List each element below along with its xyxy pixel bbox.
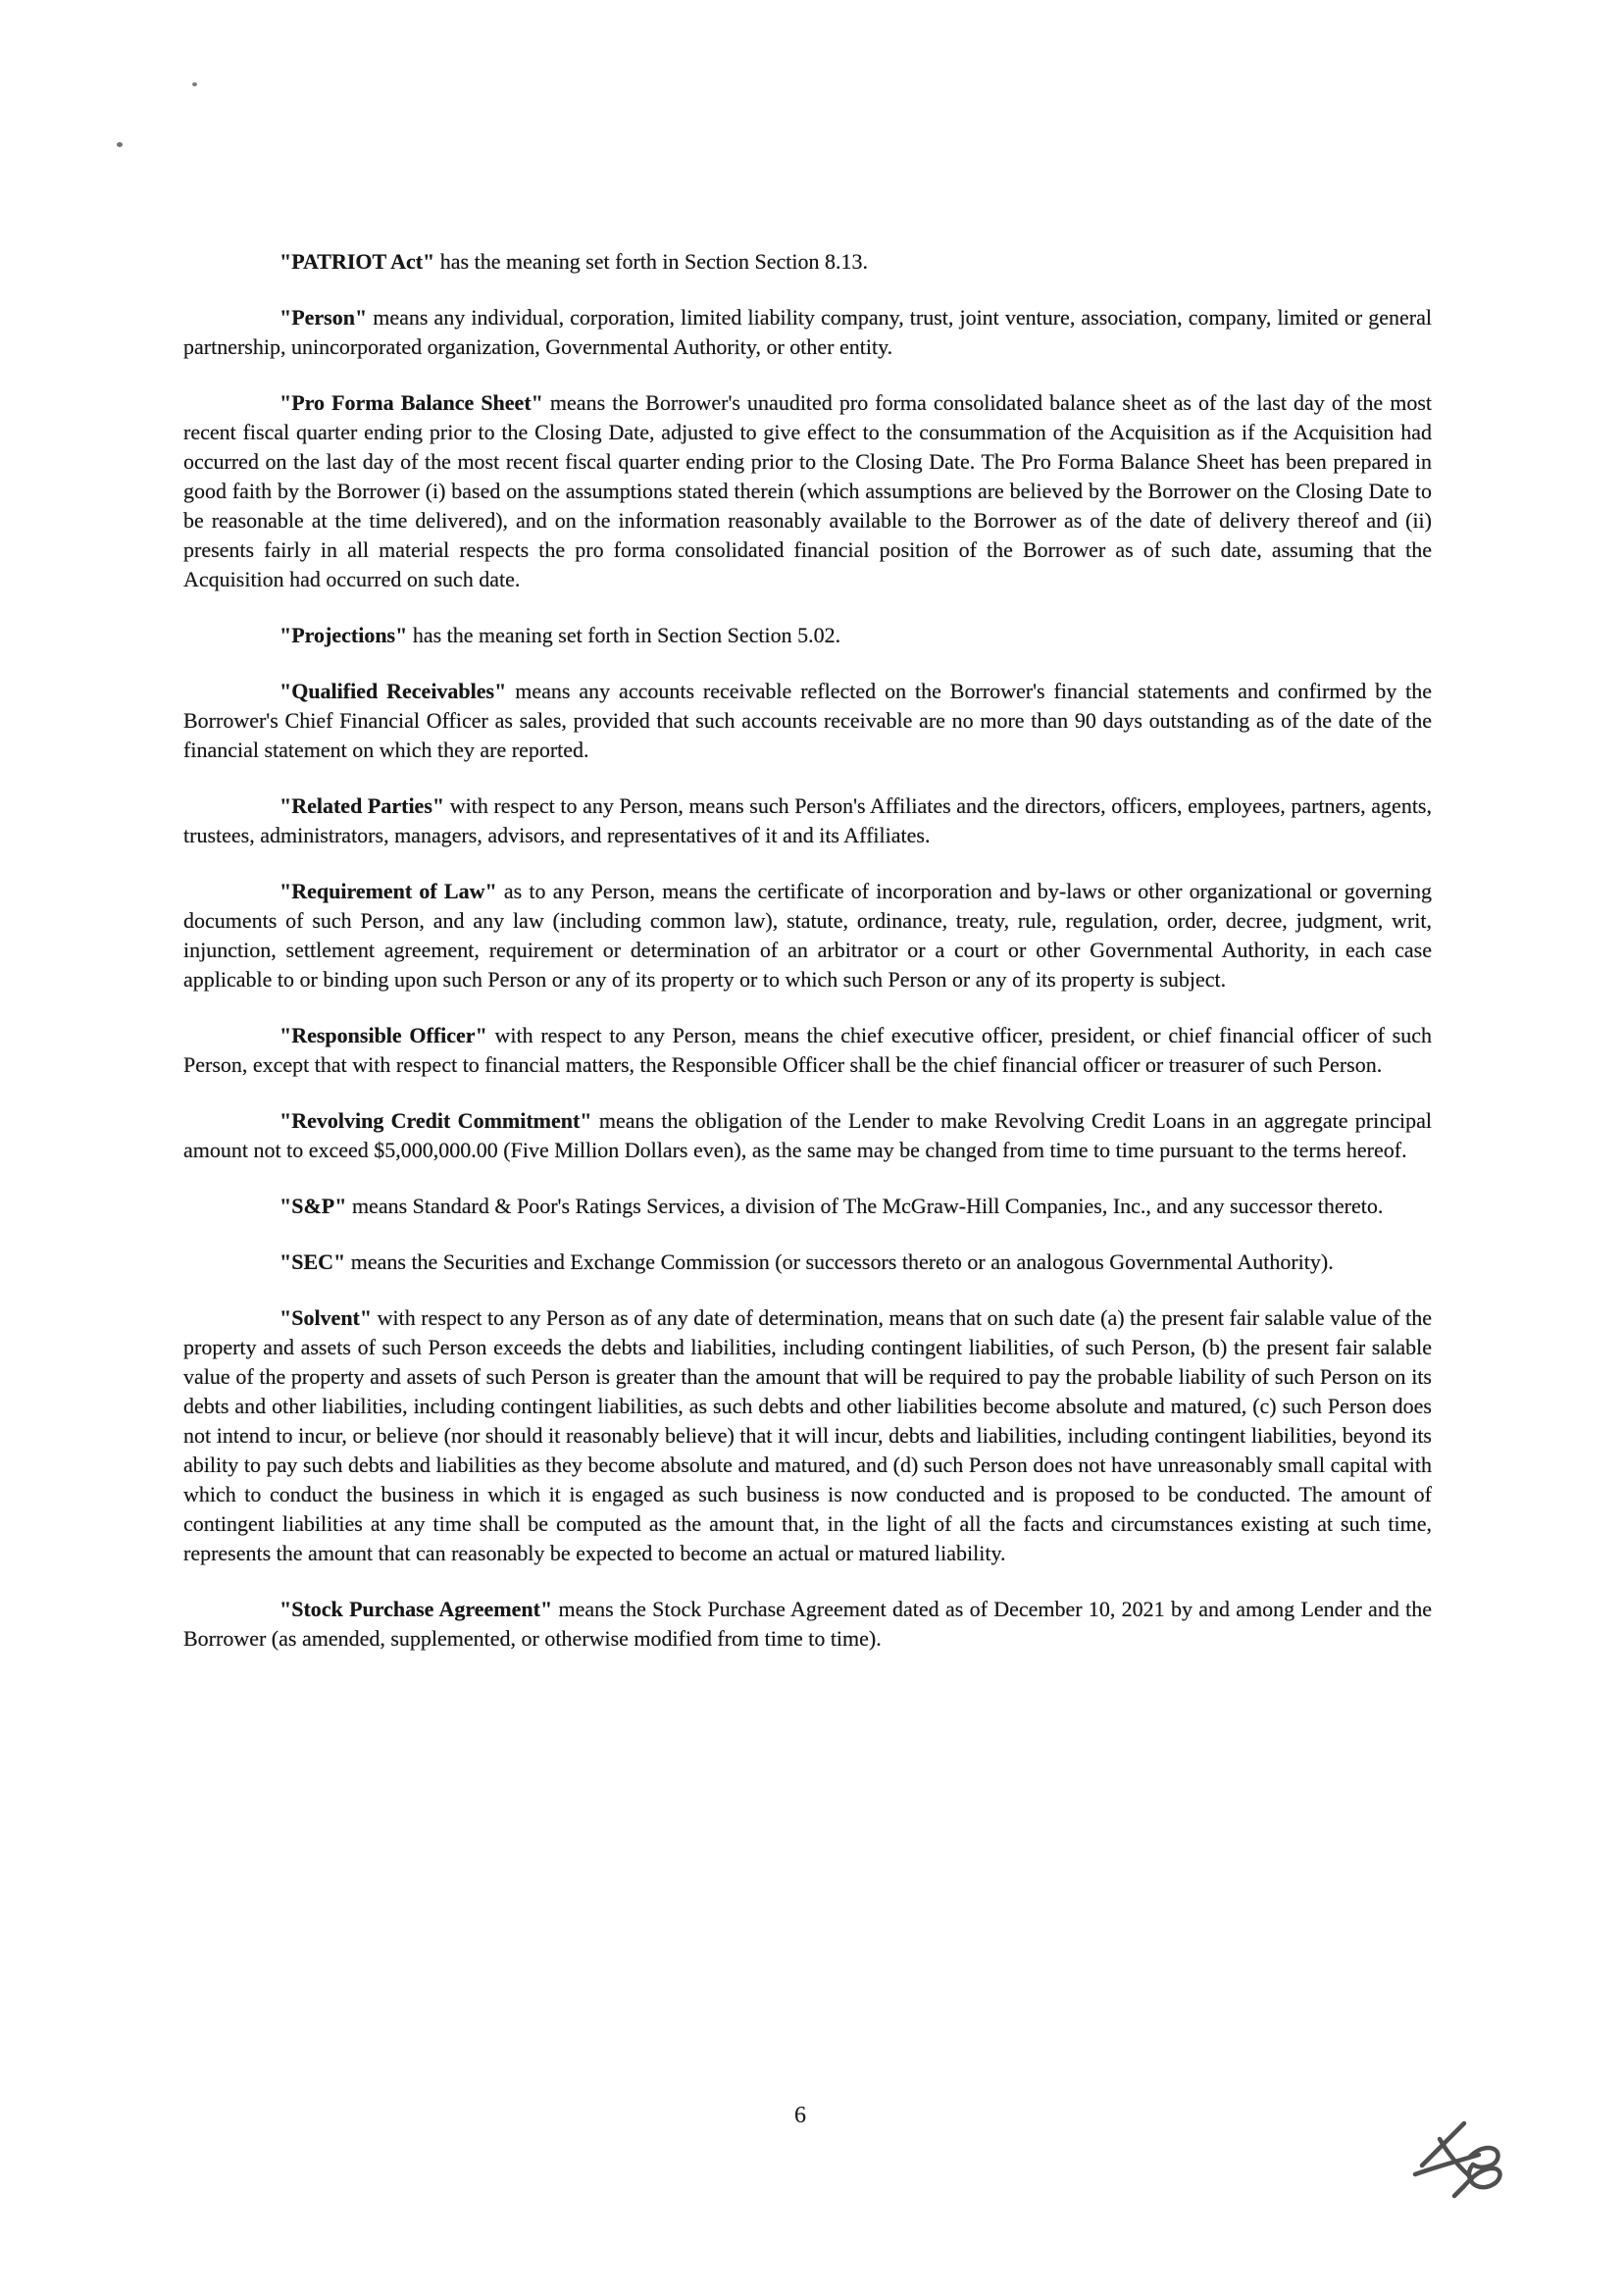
defined-term: "Revolving Credit Commitment" (279, 1108, 592, 1133)
definition-paragraph (183, 1248, 1432, 1277)
defined-term: "S&P" (279, 1194, 347, 1218)
definitions-text-block (183, 247, 1432, 1680)
defined-term: "PATRIOT Act" (279, 249, 435, 274)
definition-text: means the Securities and Exchange Commission (or successors thereto or an analogous Governmental Authority). (345, 1249, 1334, 1274)
defined-term: "Requirement of Law" (279, 879, 497, 903)
definition-paragraph (183, 677, 1432, 765)
definition-paragraph (183, 1595, 1432, 1654)
definition-paragraph (183, 877, 1432, 994)
page-number: 6 (794, 2103, 806, 2128)
definition-paragraph (183, 1106, 1432, 1165)
definition-paragraph (183, 621, 1432, 650)
definition-text: has the meaning set forth in Section Section 5.02. (407, 623, 841, 647)
defined-term: "Pro Forma Balance Sheet" (279, 390, 543, 415)
definition-text: means the Borrower's unaudited pro forma consolidated balance sheet as of the last day of the most recent fiscal quarter ending prior to the Closing Date, adjusted to give effect to the consummation of the Acquisition as if the Acquisition had occurred on the last day of the most recent fiscal quarter ending prior to the Closing Date. The Pro Forma Balance Sheet has been prepared in good faith by the Borrower (i) based on the assumptions stated therein (which assumptions are believed by the Borrower on the Closing Date to be reasonable at the time delivered), and on the information reasonably available to the Borrower as of the date of delivery thereof and (ii) presents fairly in all material respects the pro forma consolidated financial position of the Borrower as of such date, assuming that the Acquisition had occurred on such date. (183, 390, 1433, 591)
scan-speck (192, 82, 197, 86)
defined-term: "Stock Purchase Agreement" (279, 1597, 553, 1621)
definition-text: with respect to any Person as of any date of determination, means that on such date (a) the present fair salable value of the property and assets of such Person exceeds the debts and liabilities, including contingent liabilities, of such Person, (b) the present fair salable value of the property and assets of such Person is greater than the amount that will be required to pay the probable liability of such Person on its debts and other liabilities, including contingent liabilities, as such debts and other liabilities become absolute and matured, (c) such Person does not intend to incur, or believe (nor should it reasonably believe) that it will incur, debts and liabilities, including contingent liabilities, beyond its ability to pay such debts and liabilities as they become absolute and matured, and (d) such Person does not have unreasonably small capital with which to conduct the business in which it is engaged as such business is now conducted and is proposed to be conducted. The amount of contingent liabilities at any time shall be computed as the amount that, in the light of all the facts and circumstances existing at such time, represents the amount that can reasonably be expected to become an actual or matured liability. (183, 1305, 1432, 1565)
definition-text: has the meaning set forth in Section Section 8.13. (434, 249, 869, 274)
definition-paragraph (183, 1303, 1432, 1568)
definition-paragraph (183, 247, 1432, 277)
definition-text: with respect to any Person, means such Person's Affiliates and the directors, officers, employees, partners, agents, trustees, administrators, managers, advisors, and representatives of it and its Affiliates. (183, 793, 1432, 847)
definition-text: with respect to any Person, means the chief executive officer, president, or chief financial officer of such Person, except that with respect to financial matters, the Responsible Officer shall be the chief financial officer or treasurer of such Person. (183, 1023, 1432, 1077)
definition-paragraph (183, 1192, 1432, 1221)
definition-text: means the obligation of the Lender to make Revolving Credit Loans in an aggregate principal amount not to exceed $5,000,000.00 (Five Million Dollars even), as the same may be changed from time to time pursuant to the terms hereof. (183, 1108, 1432, 1162)
definition-paragraph (183, 791, 1432, 850)
definition-paragraph (183, 303, 1432, 362)
definition-text: means the Stock Purchase Agreement dated as of December 10, 2021 by and among Lender and the Borrower (as amended, supplemented, or otherwise modified from time to time). (183, 1597, 1432, 1651)
defined-term: "SEC" (279, 1249, 346, 1274)
defined-term: "Projections" (279, 623, 408, 647)
defined-term: "Qualified Receivables" (279, 679, 507, 703)
defined-term: "Responsible Officer" (279, 1023, 487, 1047)
scan-speck (117, 142, 123, 147)
definition-text: means Standard & Poor's Ratings Services, a division of The McGraw-Hill Companies, Inc., and any successor thereto. (346, 1194, 1384, 1218)
defined-term: "Related Parties" (279, 793, 445, 818)
handwritten-initials-signature (1410, 2118, 1520, 2203)
defined-term: "Solvent" (279, 1305, 373, 1330)
definition-text: means any accounts receivable reflected on the Borrower's financial statements and confirmed by the Borrower's Chief Financial Officer as sales, provided that such accounts receivable are no more than 90 days outstanding as of the date of the financial statement on which they are reported. (183, 679, 1432, 762)
defined-term: "Person" (279, 305, 368, 330)
definition-text: means any individual, corporation, limited liability company, trust, joint venture, association, company, limited or general partnership, unincorporated organization, Governmental Authority, or other entity. (183, 305, 1432, 359)
definition-paragraph (183, 388, 1432, 594)
definition-paragraph (183, 1021, 1432, 1080)
definition-text: as to any Person, means the certificate of incorporation and by-laws or other organizational or governing documents of such Person, and any law (including common law), statute, ordinance, treaty, rule, regulation, order, decree, judgment, writ, injunction, settlement agreement, requirement or determination of an arbitrator or a court or other Governmental Authority, in each case applicable to or binding upon such Person or any of its property or to which such Person or any of its property is subject. (183, 879, 1432, 992)
